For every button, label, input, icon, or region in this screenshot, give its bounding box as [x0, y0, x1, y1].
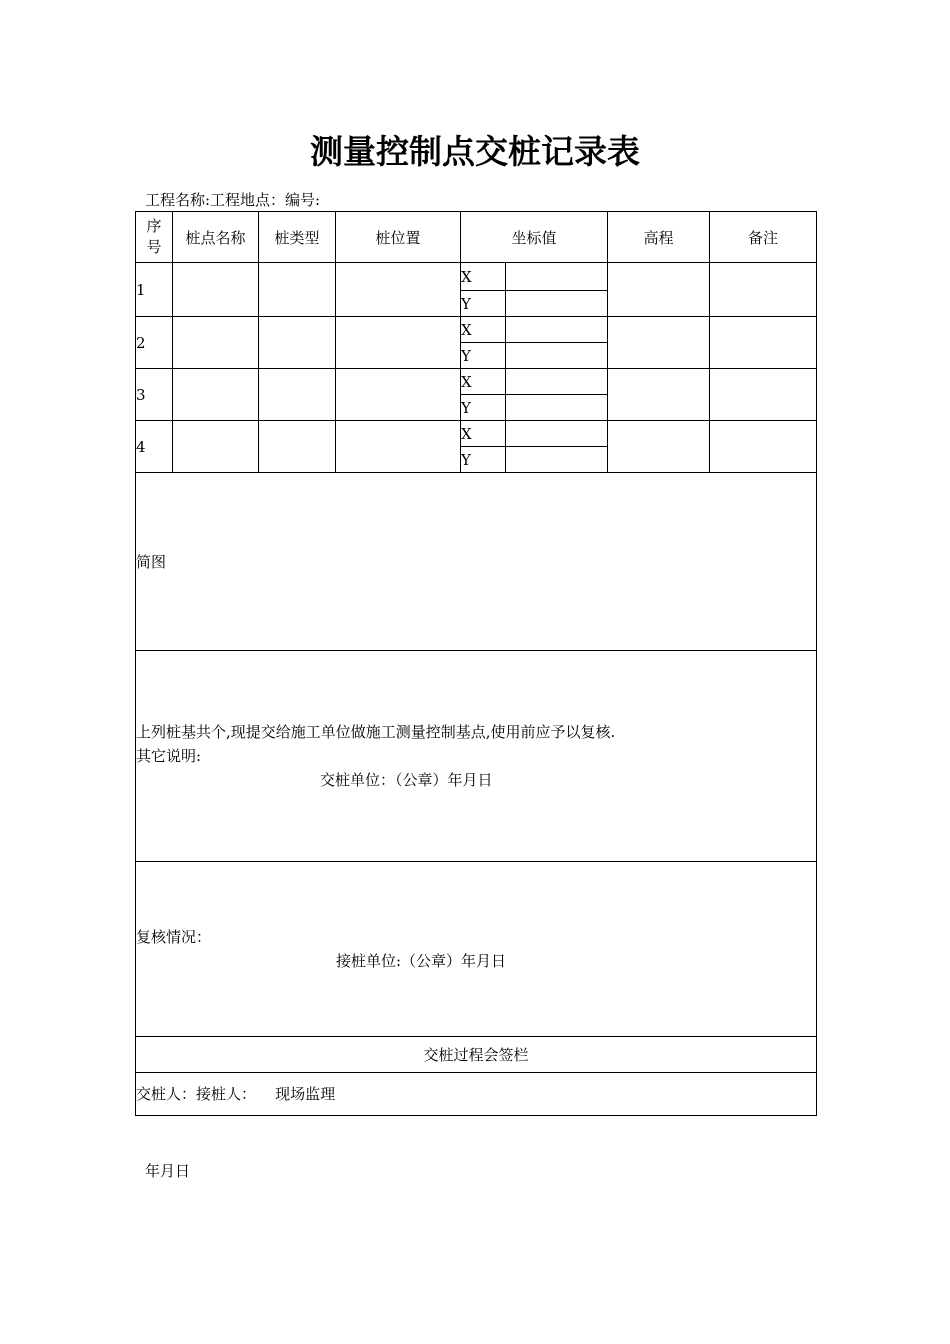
axis-y-label: Y [461, 343, 506, 369]
x-value-cell[interactable] [506, 263, 608, 291]
y-value-cell[interactable] [506, 343, 608, 369]
project-info-line: 工程名称:工程地点：编号: [145, 191, 321, 209]
x-value-cell[interactable] [506, 369, 608, 395]
remark-cell[interactable] [710, 369, 817, 421]
axis-y-label: Y [461, 447, 506, 473]
sign-section-title: 交桩过程会签栏 [136, 1037, 817, 1073]
handover-row [136, 651, 817, 862]
receiving-unit-line: 接桩单位:（公章）年月日 [336, 952, 507, 970]
page-title: 测量控制点交桩记录表 [310, 132, 640, 171]
elevation-cell[interactable] [608, 421, 710, 473]
handover-statement: 上列桩基共个,现提交给施工单位做施工测量控制基点,使用前应予以复核. [136, 723, 616, 741]
handover-area[interactable] [136, 651, 817, 862]
x-value-cell[interactable] [506, 317, 608, 343]
pile-type-cell[interactable] [259, 263, 336, 317]
signatories-line: 交桩人：接桩人： 现场监理 [136, 1085, 336, 1103]
pile-position-cell[interactable] [336, 369, 461, 421]
pile-type-cell[interactable] [259, 317, 336, 369]
sign-row [136, 1073, 817, 1116]
record-table [135, 211, 817, 1116]
header-row [136, 212, 817, 263]
x-value-cell[interactable] [506, 421, 608, 447]
axis-x-label: X [461, 263, 506, 291]
remark-cell[interactable] [710, 317, 817, 369]
table-row [136, 263, 817, 291]
row-seq: 4 [136, 421, 173, 473]
table-row [136, 317, 817, 343]
table-row [136, 369, 817, 395]
pile-type-cell[interactable] [259, 369, 336, 421]
row-seq: 1 [136, 263, 173, 317]
footer-date: 年月日 [145, 1162, 191, 1180]
axis-y-label: Y [461, 395, 506, 421]
remark-cell[interactable] [710, 263, 817, 317]
pile-position-cell[interactable] [336, 421, 461, 473]
y-value-cell[interactable] [506, 291, 608, 317]
point-name-cell[interactable] [173, 317, 259, 369]
header-elevation: 高程 [608, 212, 710, 263]
row-seq: 2 [136, 317, 173, 369]
y-value-cell[interactable] [506, 447, 608, 473]
axis-x-label: X [461, 369, 506, 395]
signatories-area[interactable] [136, 1073, 817, 1116]
header-remark: 备注 [710, 212, 817, 263]
elevation-cell[interactable] [608, 317, 710, 369]
pile-position-cell[interactable] [336, 317, 461, 369]
remark-cell[interactable] [710, 421, 817, 473]
handover-unit-line: 交桩单位：（公章）年月日 [320, 771, 493, 789]
review-area[interactable] [136, 862, 817, 1037]
point-name-cell[interactable] [173, 421, 259, 473]
header-pile-position: 桩位置 [336, 212, 461, 263]
y-value-cell[interactable] [506, 395, 608, 421]
axis-y-label: Y [461, 291, 506, 317]
axis-x-label: X [461, 317, 506, 343]
review-row [136, 862, 817, 1037]
header-seq: 序 号 [136, 212, 173, 263]
header-pile-type: 桩类型 [259, 212, 336, 263]
point-name-cell[interactable] [173, 369, 259, 421]
sketch-label: 简图 [136, 552, 167, 571]
review-label: 复核情况： [136, 928, 212, 946]
row-seq: 3 [136, 369, 173, 421]
pile-position-cell[interactable] [336, 263, 461, 317]
pile-type-cell[interactable] [259, 421, 336, 473]
other-notes-label: 其它说明: [136, 747, 202, 765]
sign-title-row [136, 1037, 817, 1073]
point-name-cell[interactable] [173, 263, 259, 317]
sketch-area[interactable] [136, 473, 817, 651]
sketch-row [136, 473, 817, 651]
elevation-cell[interactable] [608, 369, 710, 421]
table-row [136, 421, 817, 447]
axis-x-label: X [461, 421, 506, 447]
elevation-cell[interactable] [608, 263, 710, 317]
header-coordinates: 坐标值 [461, 212, 608, 263]
header-point-name: 桩点名称 [173, 212, 259, 263]
